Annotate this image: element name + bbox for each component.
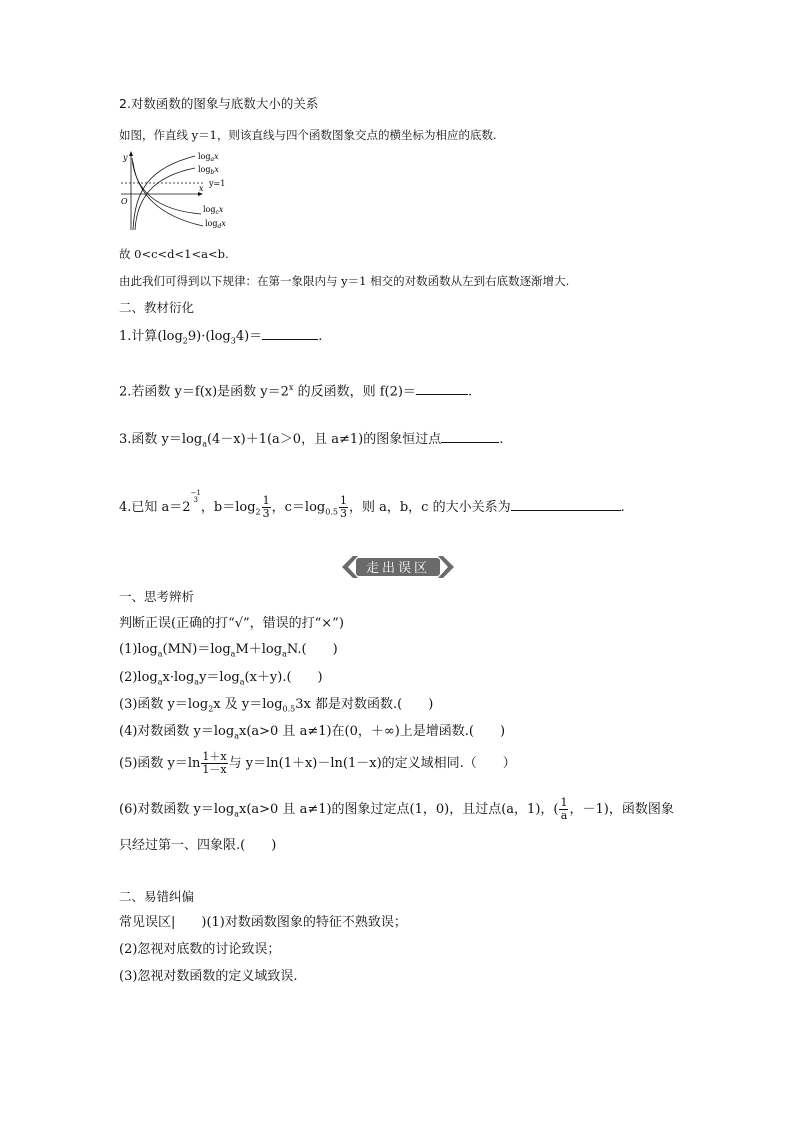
fraction-c: $\frac{1}{3}$ [339, 494, 347, 520]
judge-item-6-continued: 只经过第一、四象限.( ) [119, 838, 277, 853]
judge-item-1: $(1)\log_a(MN)=\log_aM+\log_aN$.( ) [119, 642, 338, 659]
curve-log-c [132, 158, 201, 214]
errors-line-3: (3)忽视对数函数的定义域致误. [119, 969, 298, 984]
exponent-fraction: −1 3 [190, 489, 201, 504]
answer-blank-1[interactable] [262, 327, 318, 340]
curve-log-b [135, 168, 195, 230]
y-axis-arrow [129, 151, 133, 156]
fraction-b: $\frac{1}{3}$ [262, 494, 270, 520]
judge-item-2: $(2)\log_ax\cdot\log_ay=\log_a(x+y)$.( ) [119, 670, 323, 687]
errors-line-2: (2)忽视对底数的讨论致误； [119, 942, 281, 957]
line-y-equals-1-label: y=1 [209, 179, 226, 188]
x-axis-label: x [199, 184, 204, 193]
section-2-intro: 如图，作直线 y＝1，则该直线与四个函数图象交点的横坐标为相应的底数. [119, 128, 497, 142]
question-1: 1.计算$(\log_29)\cdot(\log_34)=$ . [119, 329, 323, 346]
question-4: 4.已知 a＝2 −1 3 ，$b=\log_2$ $\frac{1}{3}$ ，$c=\log_{0.5}$ $\frac{1}{3}$ ，则 a，b，c 的大小关系为 . [119, 489, 625, 520]
answer-blank-4[interactable] [511, 498, 621, 511]
fraction-ln: $\frac{1+x}{1-x}$ [202, 750, 227, 776]
log-graph [119, 150, 239, 232]
banner-text: 走出误区 [365, 561, 431, 576]
section-2-conclusion: 故 0<c<d<1<a<b. [119, 247, 229, 261]
banner-right-chevron [438, 556, 454, 578]
think-heading: 一、思考辨析 [119, 589, 195, 604]
judge-item-5: (5)函数 y＝ln $\frac{1+x}{1-x}$ 与 y＝ln(1＋x)－ln(1－x)的定义域相同.（ ） [119, 750, 516, 776]
answer-blank-3[interactable] [441, 430, 499, 443]
banner-left-chevron [342, 556, 358, 578]
section-2-heading: 2.对数函数的图象与底数大小的关系 [119, 96, 319, 111]
errors-heading: 二、易错纠偏 [119, 889, 195, 904]
fraction-1-over-a: $\frac{1}{a}$ [560, 796, 568, 822]
section-2-rule: 由此我们可得到以下规律：在第一象限内与 y＝1 相交的对数函数从左到右底数逐渐增大. [119, 274, 570, 288]
question-3: 3.函数 $y=\log_a(4-x)+1(a>0$，且 a≠1)的图象恒过点 . [119, 432, 504, 449]
judge-item-3: (3)函数 $y=\log_2x$ 及 $y=\log_{0.5}3x$ 都是对数函数.( ) [119, 697, 434, 714]
curve-label-b: $\log_bx$ [198, 165, 219, 176]
origin-label: O [121, 197, 128, 206]
curve-label-c: $\log_cx$ [203, 205, 224, 216]
curve-log-a [133, 156, 195, 230]
curve-label-a: $\log_ax$ [198, 152, 219, 163]
judge-item-4: (4)对数函数 $y=\log_ax(a>0$ 且 a≠1)在(0，＋∞)上是增函数.( ) [119, 724, 506, 741]
section-banner [339, 554, 457, 580]
answer-blank-2[interactable] [416, 382, 468, 395]
think-instruction: 判断正误(正确的打“√”，错误的打“×”) [119, 616, 344, 631]
curve-label-d: $\log_dx$ [205, 219, 226, 230]
y-axis-label: y [123, 153, 128, 162]
question-2: 2.若函数 y＝f(x)是函数 $y=2^x$ 的反函数，则 f(2)＝ . [119, 383, 473, 400]
judge-item-6: (6)对数函数 $y=\log_ax(a>0$ 且 a≠1)的图象过定点(1，0)，且过点(a，1)，( $\frac{1}{a}$ ，－1)，函数图象 [119, 796, 674, 822]
errors-line-1: 常见误区| )(1)对数函数图象的特征不熟致误； [119, 915, 407, 930]
textbook-heading: 二、教材衍化 [119, 300, 195, 315]
